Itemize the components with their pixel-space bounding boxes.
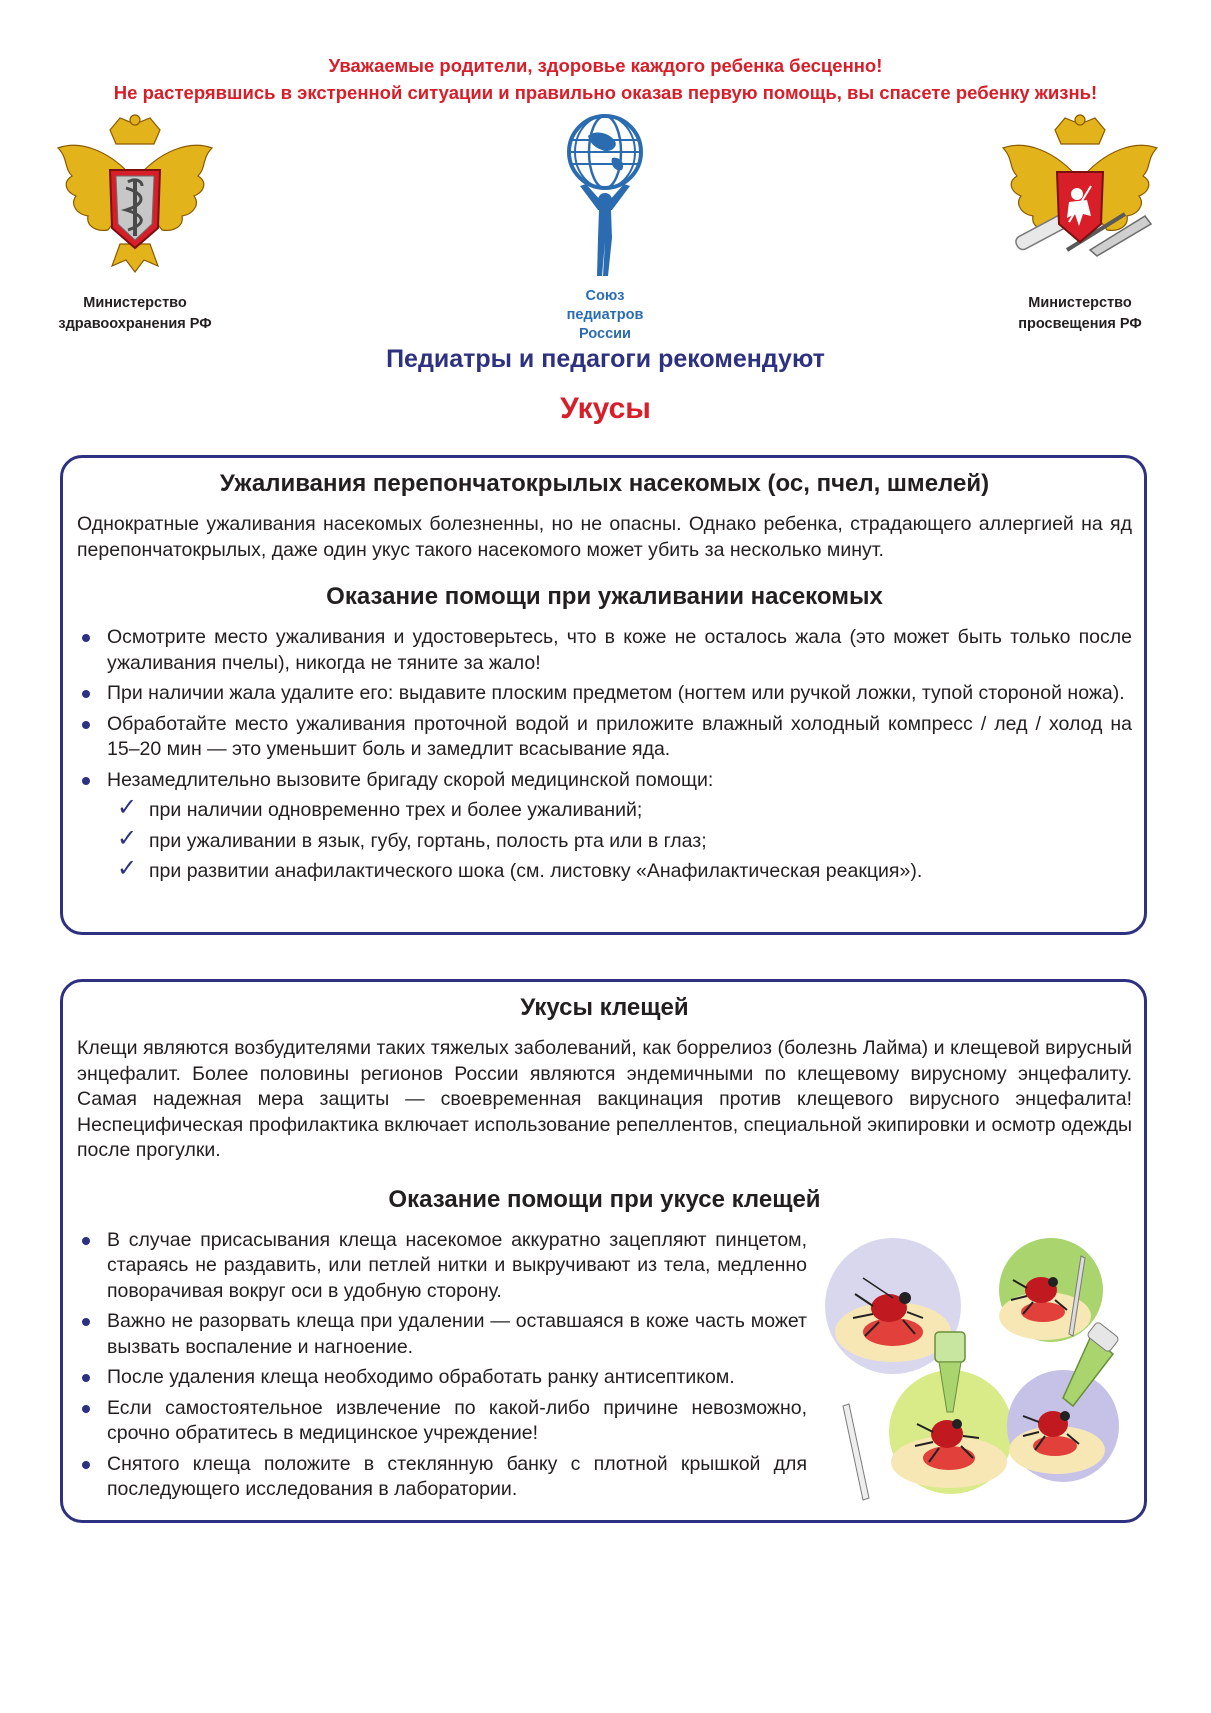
center-org-line-2: педиатров <box>566 307 644 323</box>
list-item <box>77 855 1132 885</box>
list-item: Осмотрите место ужаливания и удостоверьтесь, что в коже не осталось жала (это может быть только после ужаливания пчелы), никогда не тяните за жало! <box>77 625 1132 676</box>
insect-stings-heading: Ужаливания перепончатокрылых насекомых (ос, пчел, шмелей) <box>219 470 990 497</box>
tick-help-list <box>77 1228 807 1508</box>
list-item: Если самостоятельное извлечение по какой-либо причине невозможно, срочно обратитесь в медицинское учреждение! <box>77 1396 807 1447</box>
center-org-line-1: Союз <box>585 288 625 304</box>
ministry-education-logo <box>985 110 1175 335</box>
insect-stings-panel <box>60 455 1147 935</box>
check-text: при ужаливании в язык, губу, гортань, полость рта или в глаз; <box>149 829 707 852</box>
list-item: После удаления клеща необходимо обработать ранку антисептиком. <box>77 1365 807 1391</box>
tick-bites-intro: Клещи являются возбудителями таких тяжелых заболеваний, как боррелиоз (болезнь Лайма) и клещевой вирусный энцефалит. Более половины регионов России являются эндемичными по клещевому вирусному энцефалиту. Самая надежная мера защиты — своевременная вакцинация против клещевого вирусного энцефалита! Неспецифическая профилактика включает использование репеллентов, специальной экипировки и осмотр одежды после прогулки. <box>77 1037 1132 1161</box>
list-item: Незамедлительно вызовите бригаду скорой медицинской помощи: <box>77 768 1132 794</box>
left-org-line-2: здравоохранения РФ <box>58 316 212 332</box>
tick-bites-panel <box>60 979 1147 1523</box>
insect-help-list <box>77 625 1132 793</box>
left-org-line-1: Министерство <box>83 295 187 311</box>
pediatricians-union-logo <box>535 110 675 344</box>
list-item <box>77 794 1132 824</box>
checkmark-icon: ✓ <box>117 824 138 852</box>
tick-help-heading: Оказание помощи при укусе клещей <box>388 1185 821 1213</box>
right-org-line-1: Министерство <box>1028 295 1132 311</box>
list-item: Снятого клеща положите в стеклянную банку с плотной крышкой для последующего исследования в лаборатории. <box>77 1452 807 1503</box>
insect-stings-intro: Однократные ужаливания насекомых болезненны, но не опасны. Однако ребенка, страдающего аллергией на яд перепончатокрылых, даже один укус такого насекомого может убить за несколько минут. <box>77 513 1132 561</box>
emergency-call-list <box>77 794 1132 885</box>
center-org-line-3: России <box>579 326 631 342</box>
warning-line-2: Не растерявшись в экстренной ситуации и правильно оказав первую помощь, вы спасете ребенку жизнь! <box>113 82 1098 103</box>
insect-help-heading: Оказание помощи при ужаливании насекомых <box>326 583 883 610</box>
list-item <box>77 824 1132 855</box>
checkmark-icon: ✓ <box>117 855 138 882</box>
right-org-line-2: просвещения РФ <box>1018 316 1142 332</box>
education-emblem-icon <box>995 110 1165 280</box>
checkmark-icon: ✓ <box>117 794 138 821</box>
check-text: при развитии анафилактического шока (см. листовку «Анафилактическая реакция»). <box>149 860 923 882</box>
check-text: при наличии одновременно трех и более ужаливаний; <box>149 799 643 821</box>
recommend-heading: Педиатры и педагоги рекомендуют <box>386 345 825 373</box>
list-item: При наличии жала удалите его: выдавите плоским предметом (ногтем или ручкой ложки, тупой стороной ножа). <box>77 681 1132 707</box>
health-emblem-icon <box>50 110 220 280</box>
warning-line-1: Уважаемые родители, здоровье каждого ребенка бесценно! <box>328 55 883 76</box>
ministry-health-logo <box>40 110 230 335</box>
globe-figure-icon <box>550 110 660 280</box>
top-warning <box>0 52 1211 106</box>
tick-removal-illustration <box>823 1236 1123 1506</box>
tick-bites-heading: Укусы клещей <box>520 994 689 1021</box>
list-item: Важно не разорвать клеща при удалении — оставшаяся в коже часть может вызвать воспаление и нагноение. <box>77 1309 807 1360</box>
list-item: В случае присасывания клеща насекомое аккуратно зацепляют пинцетом, стараясь не раздавить, или петлей нитки и выкручивают из тела, медленно поворачивая вокруг оси в удобную сторону. <box>77 1228 807 1305</box>
page-title: Укусы <box>560 392 651 425</box>
list-item: Обработайте место ужаливания проточной водой и приложите влажный холодный компресс / лед / холод на 15–20 мин — это уменьшит боль и замедлит всасывание яда. <box>77 712 1132 763</box>
